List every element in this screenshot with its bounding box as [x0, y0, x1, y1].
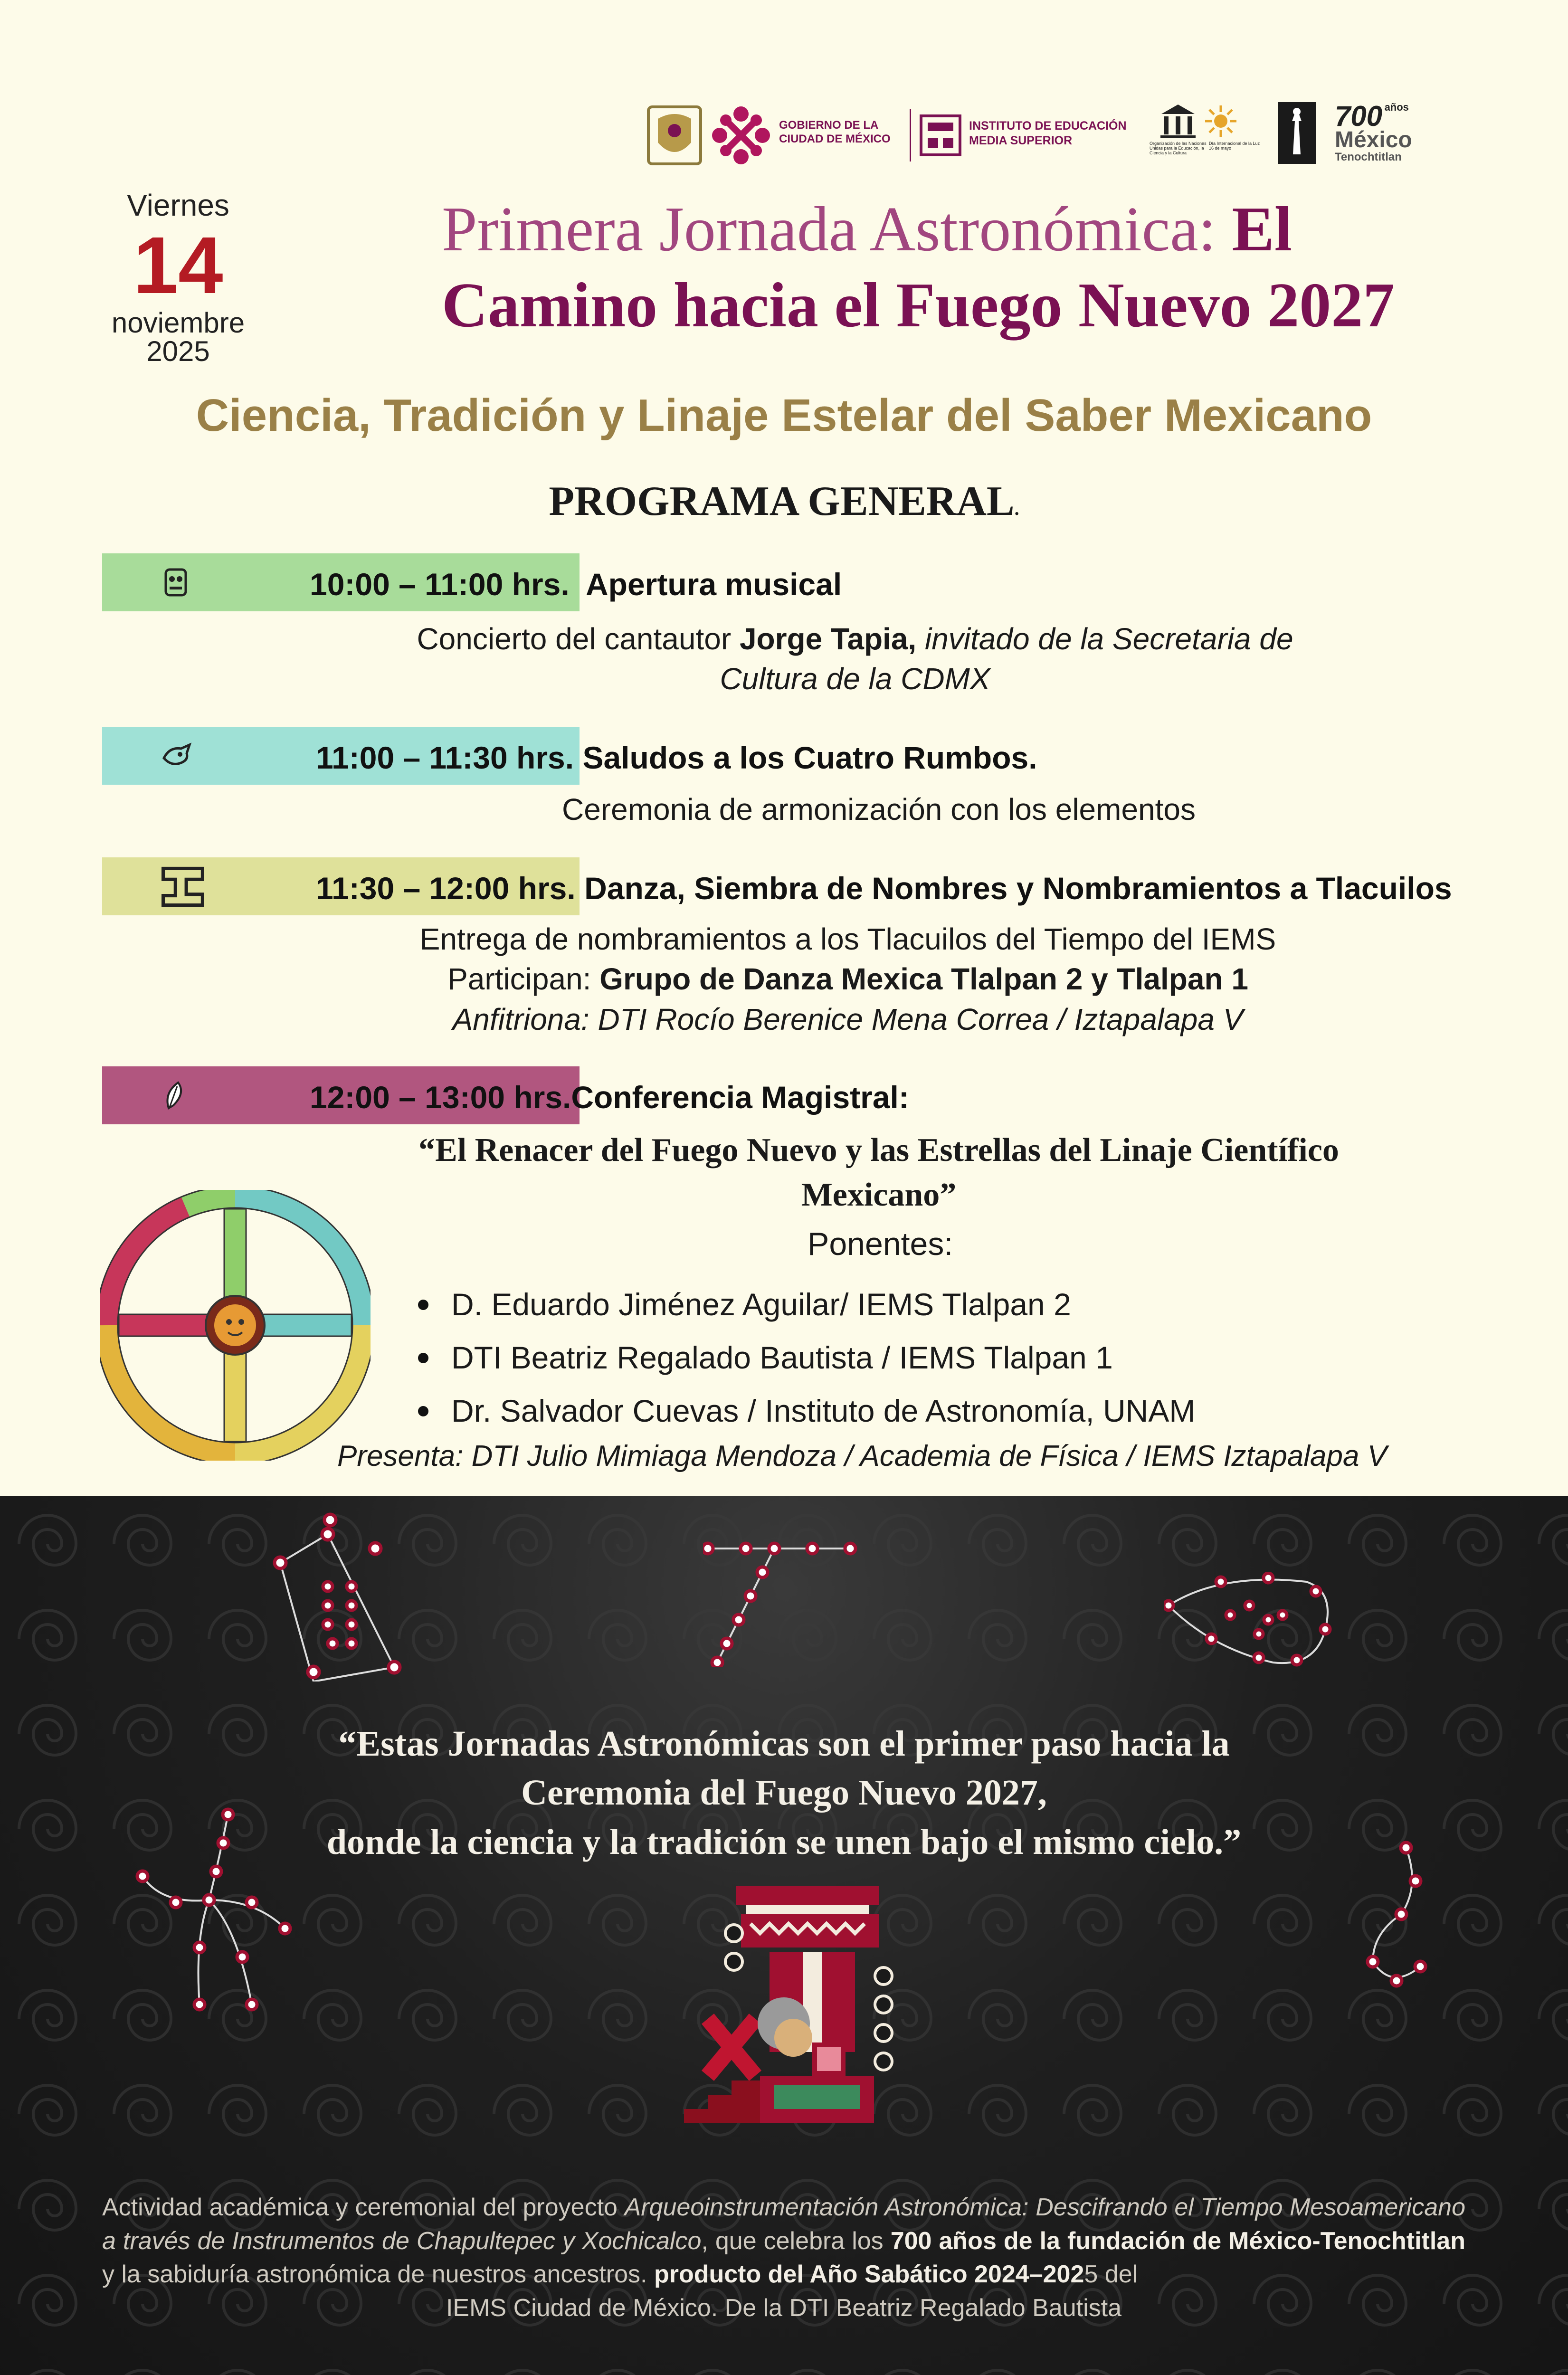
quote-line3: donde la ciencia y la tradición se unen bajo el mismo cielo.”	[326, 1822, 1242, 1862]
title-line2: Camino hacia el Fuego Nuevo 2027	[442, 270, 1395, 341]
session-1-desc-b: Jorge Tapia,	[739, 622, 917, 656]
mexico-word: México	[1335, 127, 1412, 152]
title-line1	[442, 192, 1511, 266]
date-weekday: Viernes	[127, 188, 229, 222]
footer-e: y la sabiduría astronómica de nuestros ancestros.	[102, 2261, 654, 2289]
unesco-temple-icon	[1157, 102, 1199, 140]
footer-c: , que celebra los	[701, 2227, 891, 2255]
session-3-line	[316, 870, 1452, 906]
tenochtitlan-word: Tenochtitlan	[1335, 151, 1402, 163]
iems-text-line1: INSTITUTO DE EDUCACIÓN	[969, 119, 1127, 133]
session-4-time: 12:00 – 13:00 hrs.	[310, 1080, 571, 1115]
session-2-line	[316, 740, 1037, 776]
ponente-item: D. Eduardo Jiménez Aguilar/ IEMS Tlalpan 2	[413, 1278, 1195, 1331]
session-1-desc	[333, 619, 1378, 699]
session-4-line	[310, 1079, 909, 1115]
ponentes-list	[413, 1278, 1195, 1437]
session-1-line	[310, 566, 842, 602]
session-3-desc-2b: Grupo de Danza Mexica Tlalpan 2 y Tlalpan 1	[599, 962, 1248, 997]
session-2-name: Saludos a los Cuatro Rumbos.	[582, 740, 1037, 775]
date-month-year: noviembre 2025	[111, 307, 245, 367]
700-number: 700	[1335, 100, 1383, 132]
constellation-icon	[1164, 1572, 1340, 1677]
program-heading-dot: .	[1014, 498, 1019, 519]
shield-logo-icon	[646, 104, 703, 166]
footer-g: 5 del	[1084, 2261, 1138, 2289]
conference-title	[333, 1128, 1425, 1217]
footer-a: Actividad académica y ceremonial del proyecto	[102, 2194, 625, 2221]
event-subtitle: Ciencia, Tradición y Linaje Estelar del Saber Mexicano	[196, 390, 1372, 441]
session-3-desc-3: Anfitriona: DTI Rocío Berenice Mena Correa / Iztapalapa V	[452, 1002, 1244, 1036]
session-1-desc-line2	[333, 659, 1378, 699]
conference-title-line2: Mexicano”	[801, 1176, 957, 1213]
gob-cdmx-text: GOBIERNO DE LA CIUDAD DE MÉXICO	[779, 119, 891, 145]
footer-700: 700 años de la fundación de México-Tenochtitlan	[890, 2227, 1465, 2255]
ponentes-label: Ponentes:	[808, 1226, 953, 1262]
closing-quote	[0, 1720, 1568, 1867]
session-1-desc-line1	[333, 619, 1378, 659]
conference-title-line1: “El Renacer del Fuego Nuevo y las Estrellas del Linaje Científico	[418, 1132, 1339, 1168]
program-heading	[0, 477, 1568, 525]
session-1-time: 10:00 – 11:00 hrs.	[310, 567, 570, 602]
date-day: 14	[133, 220, 223, 311]
session-2-desc: Ceremonia de armonización con los elementos	[561, 792, 1196, 826]
session-3-desc-line2	[152, 959, 1544, 999]
fire-priest-figure-icon	[665, 1886, 931, 2133]
700-anos-logo	[1335, 102, 1444, 163]
ponente-item: DTI Beatriz Regalado Bautista / IEMS Tlalpan 1	[413, 1331, 1195, 1384]
logo-divider	[910, 109, 911, 162]
program-heading-text: PROGRAMA GENERAL	[549, 478, 1015, 524]
session-3-desc-2a: Participan:	[447, 962, 600, 997]
session-3-time: 11:30 – 12:00 hrs.	[316, 871, 576, 906]
footer-credits	[102, 2191, 1465, 2325]
glyph-step-icon	[157, 863, 209, 911]
title-line1-bold: El	[1232, 194, 1292, 264]
event-title	[442, 192, 1511, 342]
session-2-time: 11:00 – 11:30 hrs.	[316, 740, 574, 775]
quote-line2: Ceremonia del Fuego Nuevo 2027,	[521, 1773, 1047, 1813]
session-1-desc-a: Concierto del cantautor	[417, 622, 740, 656]
session-4-name: Conferencia Magistral:	[571, 1080, 909, 1115]
iems-text	[969, 119, 1127, 149]
glyph-music-icon	[159, 566, 192, 599]
presenta-line: Presenta: DTI Julio Mimiaga Mendoza / Academia de Física / IEMS Iztapalapa V	[337, 1440, 1387, 1472]
glyph-animal-icon	[155, 739, 198, 772]
unesco-day-text: Día Internacional de la Luz 16 de mayo	[1209, 141, 1260, 151]
session-1-name: Apertura musical	[585, 567, 842, 602]
constellation-icon	[703, 1534, 865, 1667]
footer-sabatico: producto del Año Sabático 2024–202	[654, 2261, 1084, 2289]
footer-project-name: Arqueoinstrumentación Astronómica: Descifrando el Tiempo Mesoamericano a través de Instrumentos de Chapultepec y Xochicalco	[102, 2194, 1465, 2255]
sun-logo-icon	[1204, 104, 1237, 138]
lower-dark-section	[0, 1496, 1568, 2375]
tower-logo-icon	[1278, 102, 1316, 164]
anos-word: años	[1384, 101, 1409, 113]
iems-logo-icon	[919, 114, 962, 157]
session-3-desc	[214, 919, 1544, 1039]
glyph-leaf-icon	[159, 1079, 192, 1112]
session-1-desc-d: Cultura de la CDMX	[720, 662, 990, 696]
quote-line1: “Estas Jornadas Astronómicas son el primer paso hacia la	[338, 1724, 1230, 1764]
session-3-name: Danza, Siembra de Nombres y Nombramientos a Tlacuilos	[584, 871, 1452, 906]
event-date	[109, 190, 247, 366]
calendar-wheel-icon	[100, 1190, 371, 1461]
iems-text-line2: MEDIA SUPERIOR	[969, 134, 1073, 148]
session-1-desc-c: invitado de la Secretaria de	[916, 622, 1293, 656]
session-3-desc-line1: Entrega de nombramientos a los Tlacuilos del Tiempo del IEMS	[419, 922, 1276, 956]
session-3-desc-line3	[152, 999, 1544, 1039]
cdmx-flower-logo-icon	[710, 100, 772, 171]
unesco-text: Organización de las Naciones Unidas para la Educación, la Ciencia y la Cultura	[1150, 141, 1207, 155]
constellation-icon	[271, 1510, 442, 1682]
footer-last-line: IEMS Ciudad de México. De la DTI Beatriz Regalado Bautista	[446, 2294, 1121, 2322]
title-line1-light: Primera Jornada Astronómica:	[442, 194, 1232, 264]
ponente-item: Dr. Salvador Cuevas / Instituto de Astronomía, UNAM	[413, 1384, 1195, 1437]
logo-strip	[646, 100, 1482, 171]
